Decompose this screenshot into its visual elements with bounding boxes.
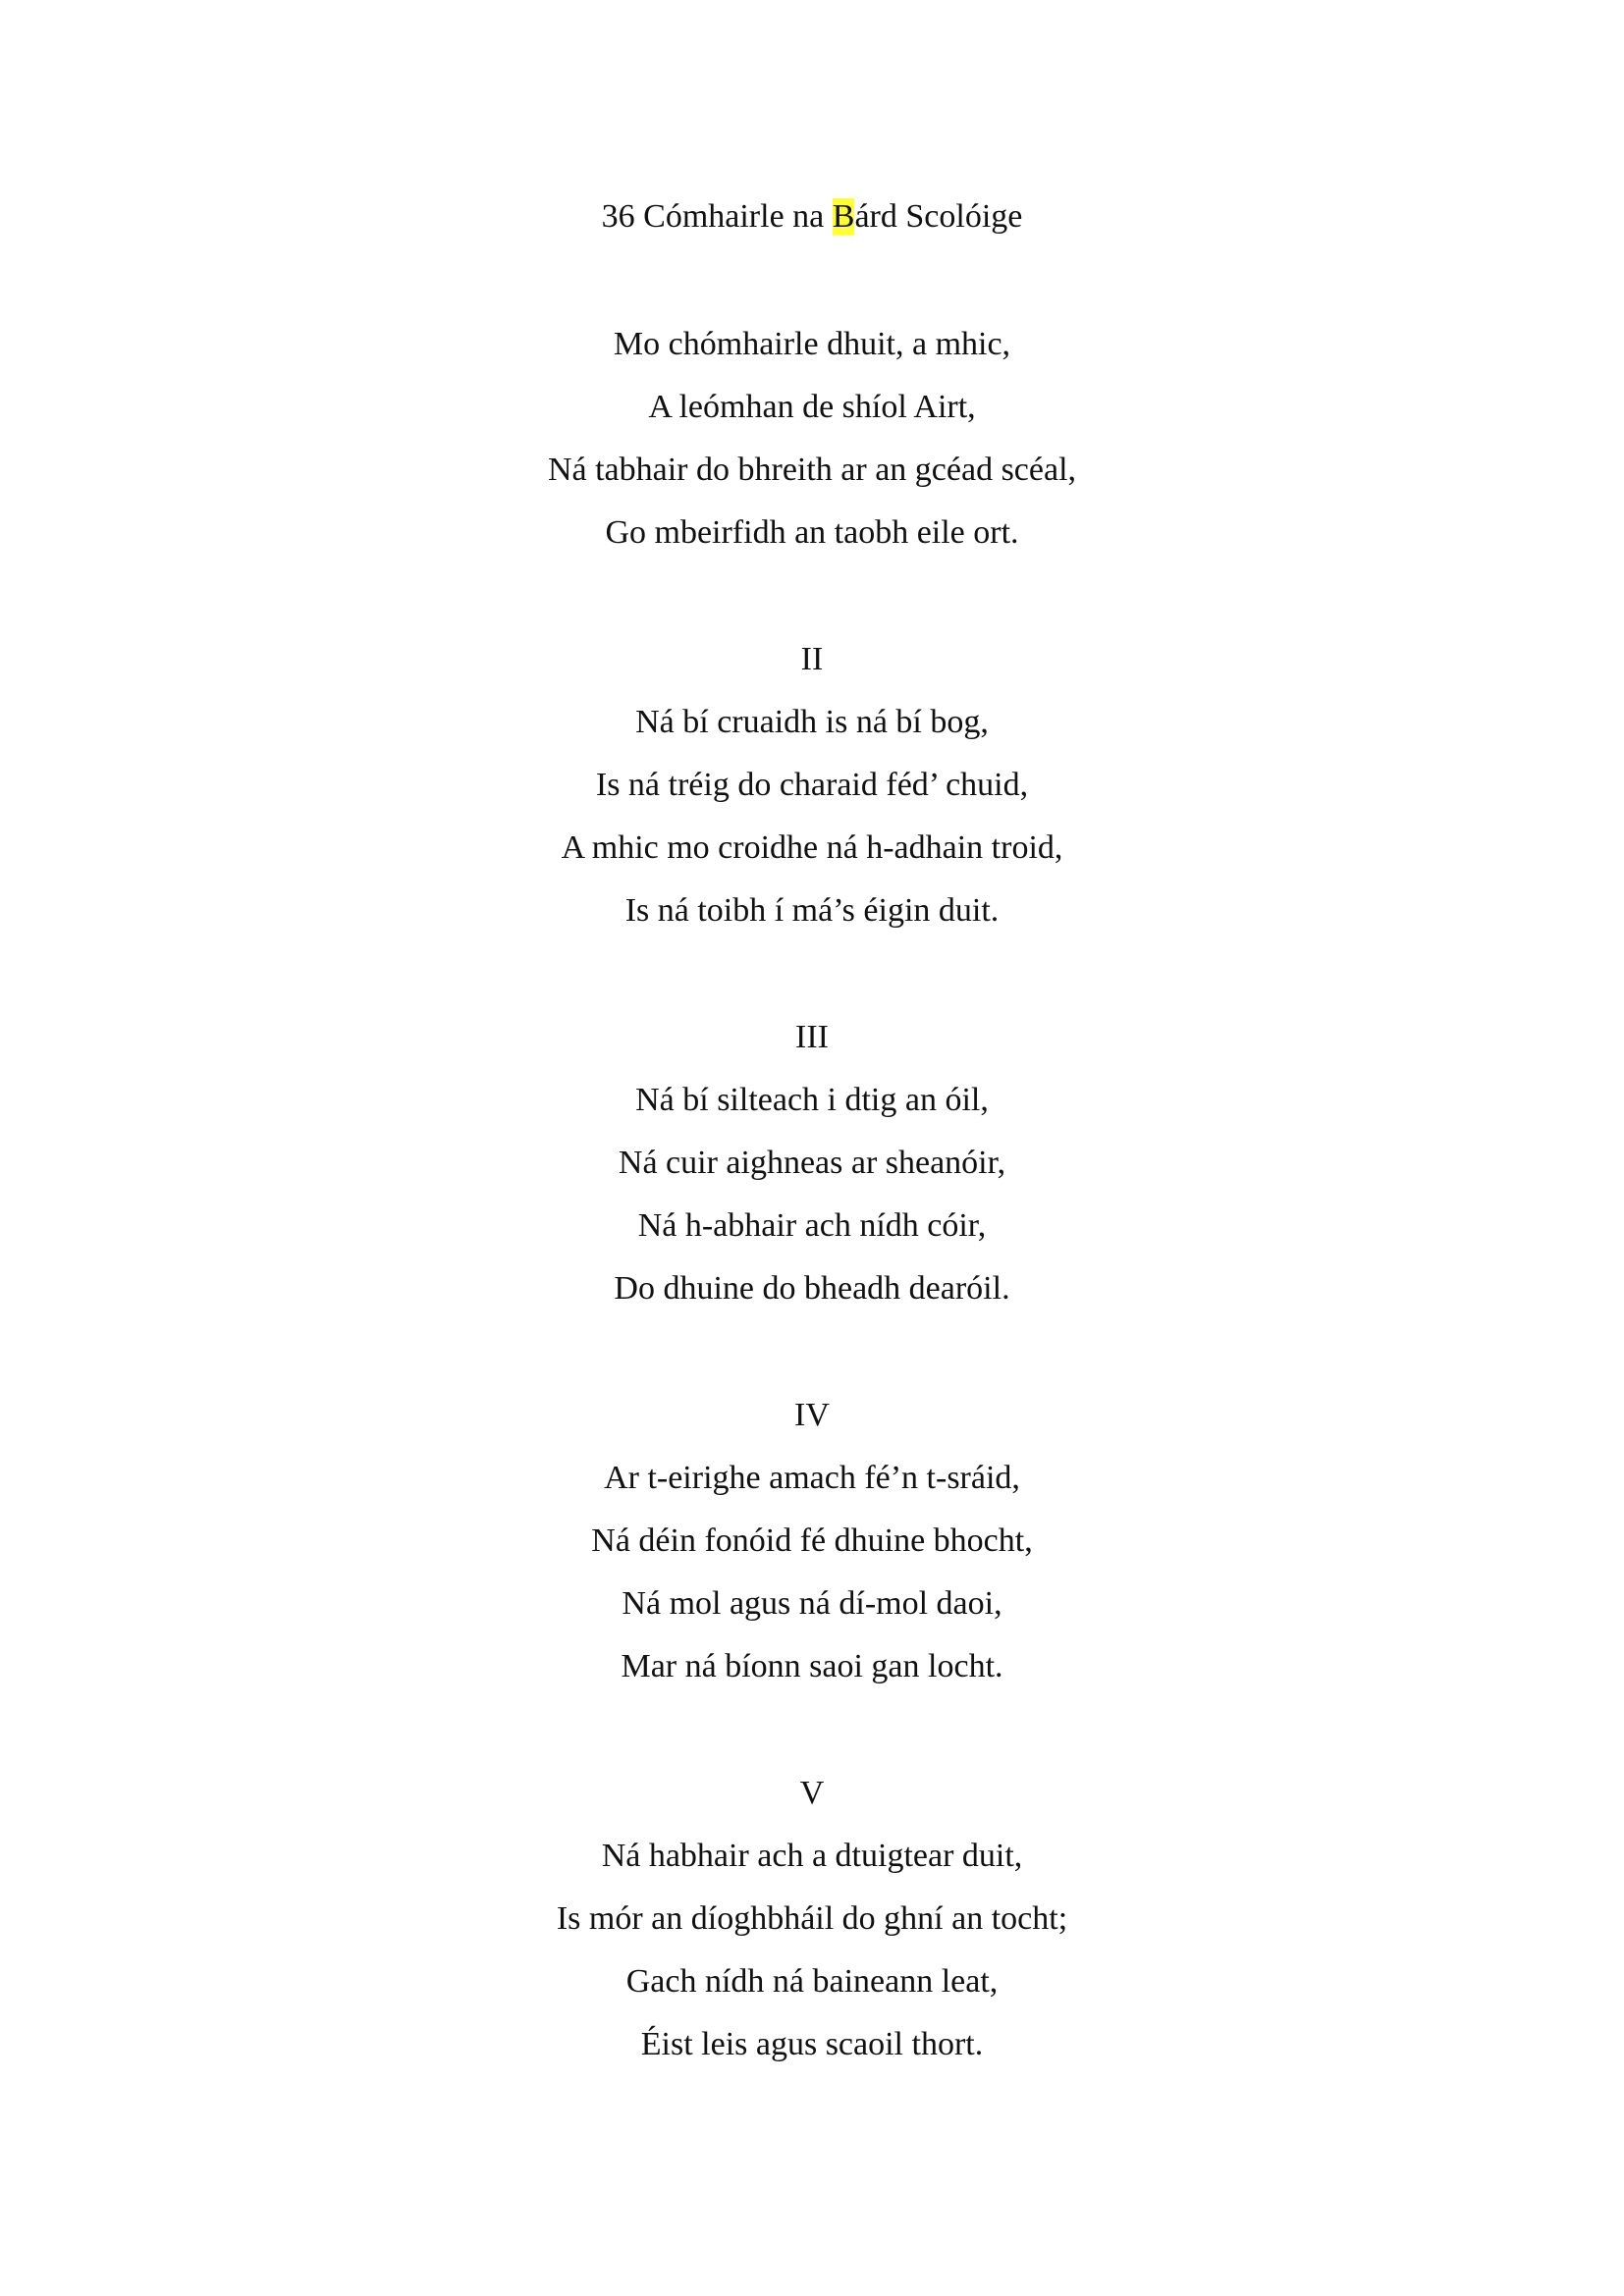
stanza-3-line-3: Ná h-abhair ach nídh cóir, <box>637 1207 987 1244</box>
title-text-after: árd Scolóige <box>854 198 1023 235</box>
stanza-4-heading: IV <box>794 1397 830 1433</box>
stanza-5-line-4: Éist leis agus scaoil thort. <box>640 2026 984 2062</box>
stanza-1-line-4: Go mbeirfidh an taobh eile ort. <box>605 514 1019 551</box>
stanza-4-line-2: Ná déin fonóid fé dhuine bhocht, <box>591 1522 1033 1559</box>
stanza-2-line-1: Ná bí cruaidh is ná bí bog, <box>635 704 989 740</box>
stanza-3-heading: III <box>795 1019 829 1055</box>
stanza-2-line-2: Is ná tréig do charaid féd’ chuid, <box>595 767 1029 803</box>
stanza-2-line-3: A mhic mo croidhe ná h-adhain troid, <box>561 829 1063 866</box>
stanza-5-heading: V <box>799 1775 825 1811</box>
stanza-3-line-4: Do dhuine do bheadh dearóil. <box>614 1270 1010 1307</box>
stanza-4-line-3: Ná mol agus ná dí-mol daoi, <box>622 1585 1002 1622</box>
title-text-before: 36 Cómhairle na <box>601 198 833 235</box>
stanza-1-line-2: A leómhan de shíol Airt, <box>648 389 976 425</box>
stanza-5-line-2: Is mór an díoghbháil do ghní an tocht; <box>556 1900 1068 1937</box>
stanza-3-line-2: Ná cuir aighneas ar sheanóir, <box>618 1145 1006 1181</box>
stanza-2-line-4: Is ná toibh í má’s éigin duit. <box>624 892 1000 929</box>
stanza-4-line-4: Mar ná bíonn saoi gan locht. <box>621 1648 1003 1684</box>
stanza-2-heading: II <box>800 641 824 677</box>
title-highlighted-letter: B <box>832 198 855 235</box>
poem-title <box>0 189 1624 244</box>
stanza-5-line-1: Ná habhair ach a dtuigtear duit, <box>601 1838 1023 1874</box>
stanza-1-line-3: Ná tabhair do bhreith ar an gcéad scéal, <box>547 452 1077 488</box>
stanza-4-line-1: Ar t-eirighe amach fé’n t-sráid, <box>604 1460 1020 1496</box>
stanza-5-line-3: Gach nídh ná baineann leat, <box>625 1963 999 2000</box>
stanza-1-line-1: Mo chómhairle dhuit, a mhic, <box>613 326 1011 362</box>
stanza-3-line-1: Ná bí silteach i dtig an óil, <box>635 1082 989 1118</box>
